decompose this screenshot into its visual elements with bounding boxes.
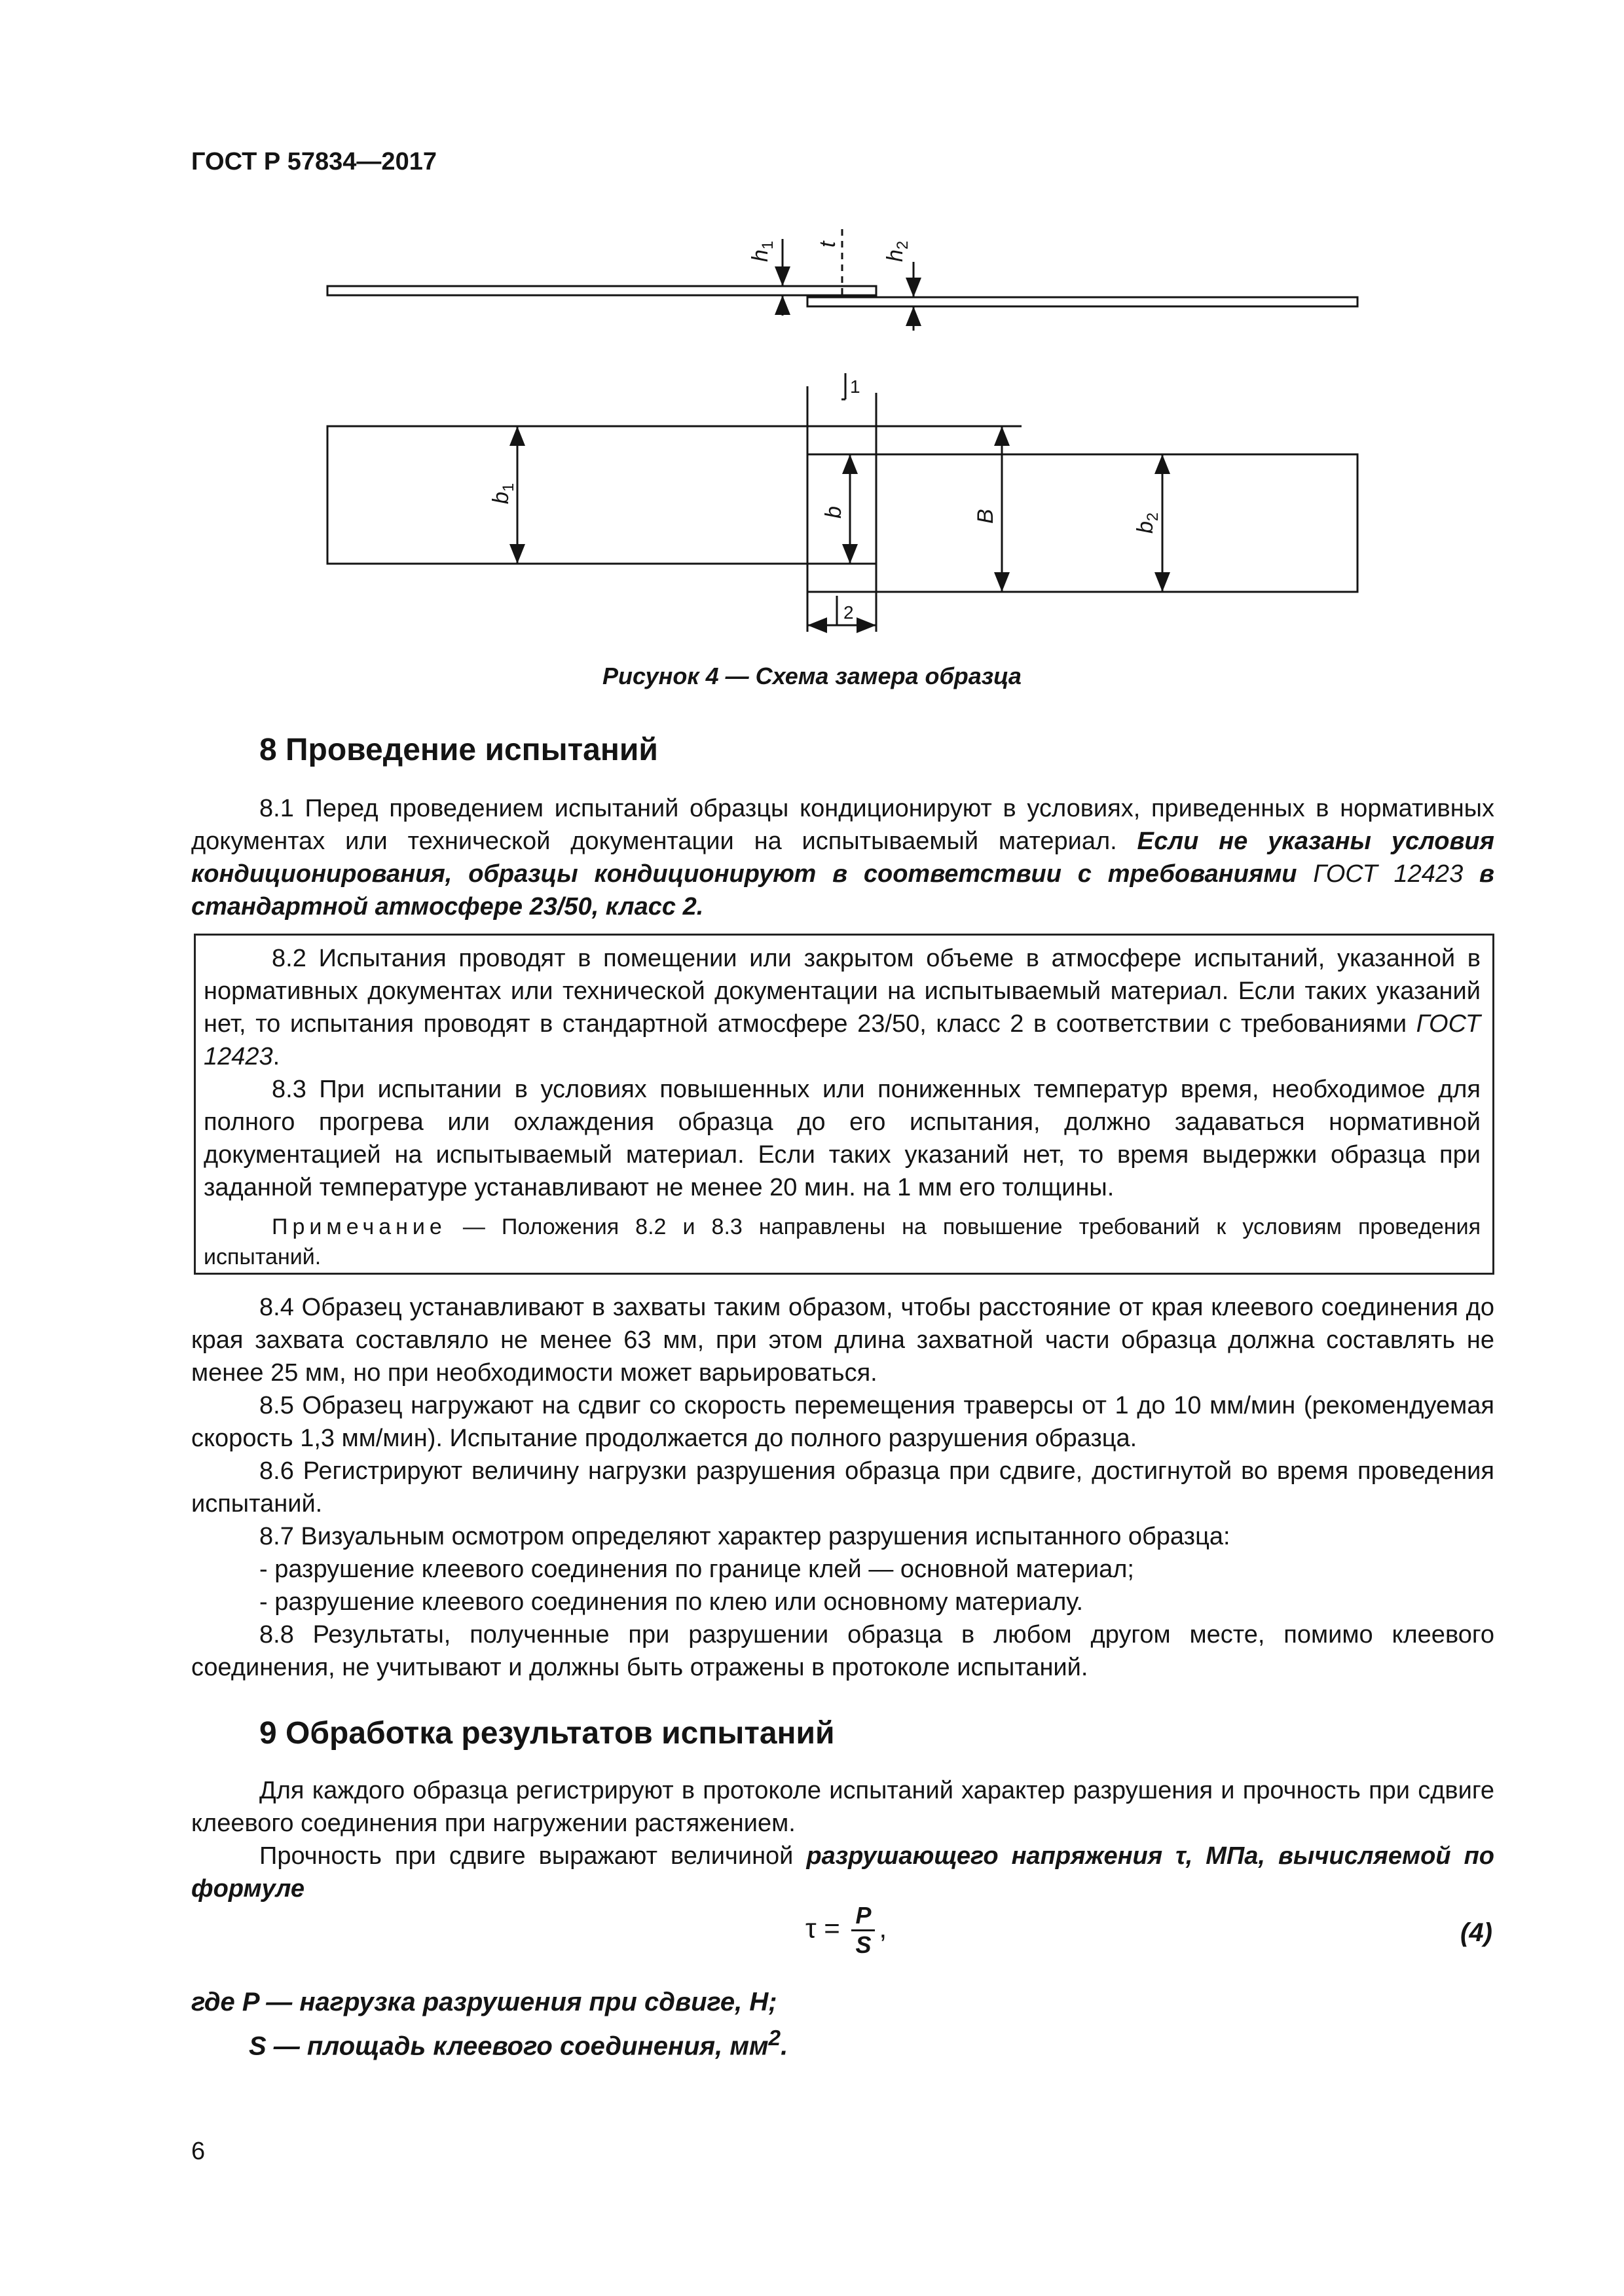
paragraph-8-1: 8.1 Перед проведением испытаний образцы кондиционируют в условиях, приведенных в нормативных документах или технической документации на испытываемый материал. Если не указаны условия кондиционирования, образцы кондиционируют в соответствии с требованиями ГОСТ 12423 в стандартной атмосфере 23/50, класс 2. (191, 795, 1494, 920)
paragraph-8-6: 8.6 Регистрируют величину нагрузки разрушения образца при сдвиге, достигнутой во время проведения испытаний. (191, 1457, 1494, 1518)
label-t: t (815, 241, 840, 247)
page-number: 6 (191, 2138, 206, 2165)
section-9-title: 9 Обработка результатов испытаний (259, 1716, 835, 1751)
equation-number: (4) (1460, 1918, 1492, 1947)
list-item: - разрушение клеевого соединения по границе клей — основной материал; (259, 1556, 1134, 1583)
section-9-text (191, 1774, 1494, 1905)
upper-strip-plan (327, 426, 876, 564)
paragraph-8-5: 8.5 Образец нагружают на сдвиг со скорость перемещения траверсы от 1 до 10 мм/мин (рекомендуемая скорость 1,3 мм/мин). Испытание продолжается до полного разрушения образца. (191, 1392, 1494, 1452)
paragraph-8-7: 8.7 Визуальным осмотром определяют характер разрушения испытанного образца: (259, 1523, 1230, 1550)
formula-4: τ = $\frac{P}{S}$ , (805, 1902, 887, 1958)
figure-caption: Рисунок 4 — Схема замера образца (602, 663, 1022, 689)
amendment-box (194, 934, 1494, 1275)
section-8-title: 8 Проведение испытаний (259, 733, 658, 767)
label-b1: $b_1$ (489, 483, 517, 504)
label-h1: $h_1$ (748, 240, 777, 262)
label-b: b (821, 506, 846, 519)
legend-s: S — площадь клеевого соединения, $мм^2$. (249, 2026, 788, 2061)
paragraphs-8-4-to-8-8 (191, 1291, 1494, 1684)
lower-strip-plan (807, 454, 1357, 592)
list-item: - разрушение клеевого соединения по клею или основному материалу. (259, 1588, 1084, 1616)
label-B: B (973, 509, 998, 524)
label-b2: $b_2$ (1133, 512, 1162, 534)
upper-strip-side (327, 286, 876, 295)
label-l1: 1 (850, 376, 860, 397)
paragraph-8-2: 8.2 Испытания проводят в помещении или закрытом объеме в атмосфере испытаний, указанной в нормативных документах или технической документации на испытываемый материал. Если таких указаний нет, то испытания проводят в стандартной атмосфере 23/50, класс 2 в соответствии с требованиями ГОСТ 12423. (204, 945, 1481, 1070)
note: Примечание — Положения 8.2 и 8.3 направлены на повышение требований к условиям проведения испытаний. (204, 1214, 1481, 1269)
paragraph-8-8: 8.8 Результаты, полученные при разрушении образца в любом другом месте, помимо клеевого соединения, не учитывают и должны быть отражены в протоколе испытаний. (191, 1621, 1494, 1681)
paragraph-8-4: 8.4 Образец устанавливают в захваты таким образом, чтобы расстояние от края клеевого соединения до края захвата составляло не менее 63 мм, при этом длина захватной части образца должна составлять не менее 25 мм, но при необходимости может варьироваться. (191, 1294, 1494, 1387)
label-h2: $h_2$ (883, 240, 912, 262)
formula-legend (191, 1984, 788, 2064)
fraction: $\frac{P}{S}$ (851, 1902, 875, 1959)
paragraph-8-3: 8.3 При испытании в условиях повышенных или пониженных температур время, необходимое для полного прогрева или охлаждения образца до его испытания, должно задаваться нормативной документацией на испытываемый материал. Если таких указаний нет, то время выдержки образца при заданной температуре устанавливают не менее 20 мин. на 1 мм его толщины. (204, 1076, 1481, 1201)
label-l2: 2 (843, 602, 854, 623)
paragraph-9-1: Для каждого образца регистрируют в протоколе испытаний характер разрушения и прочность при сдвиге клеевого соединения при нагружении растяжением. (191, 1777, 1494, 1837)
paragraph-9-2: Прочность при сдвиге выражают величиной разрушающего напряжения τ, МПа, вычисляемой по формуле (191, 1842, 1494, 1903)
lower-strip-side (807, 297, 1357, 306)
figure-4-diagram (0, 0, 1624, 661)
box-content (204, 942, 1481, 1272)
legend-p: где P — нагрузка разрушения при сдвиге, Н; (191, 1988, 777, 2016)
document-header: ГОСТ Р 57834—2017 (191, 148, 437, 175)
